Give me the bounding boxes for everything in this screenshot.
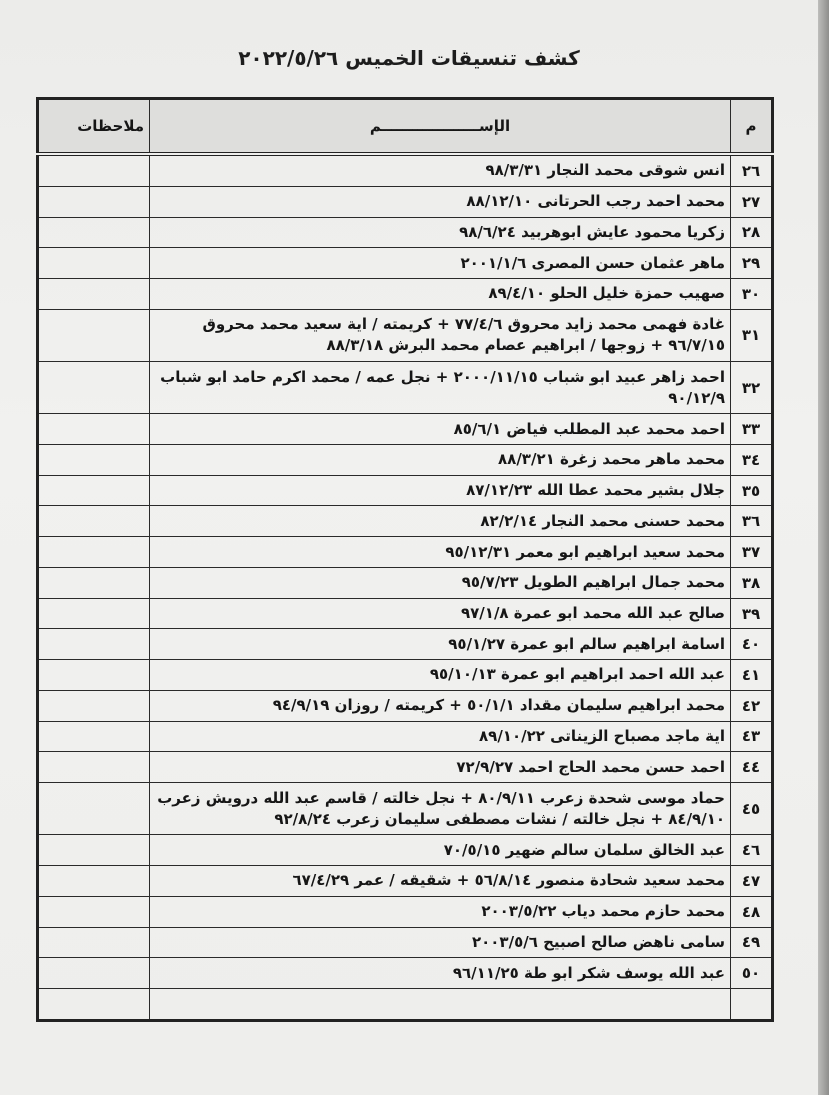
table-row — [38, 866, 773, 897]
row-name: سامى ناهض صالح اصبيح ٢٠٠٣/٥/٦ — [150, 927, 731, 958]
table-row — [38, 217, 773, 248]
row-number: ٤٦ — [731, 835, 773, 866]
table-row — [38, 835, 773, 866]
table-row — [38, 927, 773, 958]
row-notes — [38, 567, 150, 598]
table-row — [38, 690, 773, 721]
row-name: محمد سعيد شحادة منصور ٥٦/٨/١٤ + شقيقه / عمر ٦٧/٤/٢٩ — [150, 866, 731, 897]
row-notes — [38, 896, 150, 927]
row-notes — [38, 690, 150, 721]
header-num: م — [731, 99, 773, 155]
table-row — [38, 278, 773, 309]
table-row — [38, 958, 773, 989]
row-number: ٤٨ — [731, 896, 773, 927]
table-row-blank — [38, 989, 773, 1021]
row-number: ٤٢ — [731, 690, 773, 721]
row-number: ٣٣ — [731, 414, 773, 445]
row-name: انس شوقى محمد النجار ٩٨/٣/٣١ — [150, 154, 731, 186]
row-notes — [38, 186, 150, 217]
row-notes — [38, 506, 150, 537]
row-number: ٥٠ — [731, 958, 773, 989]
row-name: محمد احمد رجب الحرتانى ٨٨/١٢/١٠ — [150, 186, 731, 217]
row-number: ٣٠ — [731, 278, 773, 309]
row-name-blank — [150, 989, 731, 1021]
row-name: محمد حازم محمد دياب ٢٠٠٣/٥/٢٢ — [150, 896, 731, 927]
table-row — [38, 537, 773, 568]
row-name: محمد ماهر محمد زغرة ٨٨/٣/٢١ — [150, 444, 731, 475]
row-number: ٤٧ — [731, 866, 773, 897]
table-row — [38, 660, 773, 691]
row-name: احمد محمد عبد المطلب فياض ٨٥/٦/١ — [150, 414, 731, 445]
row-notes — [38, 537, 150, 568]
row-name: عبد الخالق سلمان سالم ضهير ٧٠/٥/١٥ — [150, 835, 731, 866]
row-number: ٢٦ — [731, 154, 773, 186]
table-row — [38, 361, 773, 413]
row-number: ٣٨ — [731, 567, 773, 598]
row-name: محمد حسنى محمد النجار ٨٢/٢/١٤ — [150, 506, 731, 537]
row-name: جلال بشير محمد عطا الله ٨٧/١٢/٢٣ — [150, 475, 731, 506]
row-name: صالح عبد الله محمد ابو عمرة ٩٧/١/٨ — [150, 598, 731, 629]
row-notes — [38, 783, 150, 835]
table-row — [38, 154, 773, 186]
table-header-row — [38, 99, 773, 155]
row-number: ٣٩ — [731, 598, 773, 629]
table-row — [38, 186, 773, 217]
row-name: عبد الله احمد ابراهيم ابو عمرة ٩٥/١٠/١٣ — [150, 660, 731, 691]
row-name: محمد سعيد ابراهيم ابو معمر ٩٥/١٢/٣١ — [150, 537, 731, 568]
row-name: عبد الله يوسف شكر ابو طة ٩٦/١١/٢٥ — [150, 958, 731, 989]
row-number: ٣٥ — [731, 475, 773, 506]
table-row — [38, 783, 773, 835]
row-number: ٣٦ — [731, 506, 773, 537]
table-row — [38, 752, 773, 783]
row-notes — [38, 958, 150, 989]
row-number: ٤٥ — [731, 783, 773, 835]
page-edge-shadow — [818, 0, 829, 1095]
row-number: ٤٣ — [731, 721, 773, 752]
row-number: ٤٩ — [731, 927, 773, 958]
table-row — [38, 721, 773, 752]
row-notes — [38, 866, 150, 897]
row-name: احمد زاهر عبيد ابو شباب ٢٠٠٠/١١/١٥ + نجل عمه / محمد اكرم حامد ابو شباب ٩٠/١٢/٩ — [150, 361, 731, 413]
page-title: كشف تنسيقات الخميس ٢٠٢٢/٥/٢٦ — [238, 46, 580, 70]
row-notes — [38, 444, 150, 475]
row-notes — [38, 154, 150, 186]
row-notes — [38, 309, 150, 361]
row-name: محمد ابراهيم سليمان مقداد ٥٠/١/١ + كريمته / روزان ٩٤/٩/١٩ — [150, 690, 731, 721]
header-name: الإســـــــــــــــــــم — [150, 99, 731, 155]
row-number: ٢٨ — [731, 217, 773, 248]
row-notes — [38, 927, 150, 958]
row-number: ٢٩ — [731, 248, 773, 279]
row-number: ٤١ — [731, 660, 773, 691]
row-notes — [38, 835, 150, 866]
table-row — [38, 629, 773, 660]
row-notes — [38, 361, 150, 413]
row-notes — [38, 475, 150, 506]
row-notes — [38, 248, 150, 279]
table-row — [38, 444, 773, 475]
row-notes — [38, 721, 150, 752]
row-notes — [38, 752, 150, 783]
header-notes: ملاحظات — [38, 99, 150, 155]
row-notes-blank — [38, 989, 150, 1021]
table-row — [38, 567, 773, 598]
row-name: غادة فهمى محمد زايد محروق ٧٧/٤/٦ + كريمته / اية سعيد محمد محروق ٩٦/٧/١٥ + زوجها / ابراهيم عصام محمد البرش ٨٨/٣/١٨ — [150, 309, 731, 361]
row-name: ماهر عثمان حسن المصرى ٢٠٠١/١/٦ — [150, 248, 731, 279]
row-name: محمد جمال ابراهيم الطويل ٩٥/٧/٢٣ — [150, 567, 731, 598]
row-name: زكريا محمود عايش ابوهربيد ٩٨/٦/٢٤ — [150, 217, 731, 248]
row-number: ٣١ — [731, 309, 773, 361]
table-row — [38, 414, 773, 445]
table-row — [38, 598, 773, 629]
row-number: ٤٤ — [731, 752, 773, 783]
row-number: ٤٠ — [731, 629, 773, 660]
table-row — [38, 506, 773, 537]
row-number: ٣٢ — [731, 361, 773, 413]
row-notes — [38, 217, 150, 248]
table-row — [38, 896, 773, 927]
row-number: ٣٤ — [731, 444, 773, 475]
row-notes — [38, 414, 150, 445]
row-notes — [38, 598, 150, 629]
row-name: حماد موسى شحدة زعرب ٨٠/٩/١١ + نجل خالته / قاسم عبد الله درويش زعرب ٨٤/٩/١٠ + نجل خالته / نشات مصطفى سليمان زعرب ٩٢/٨/٢٤ — [150, 783, 731, 835]
row-notes — [38, 278, 150, 309]
row-number: ٣٧ — [731, 537, 773, 568]
row-number-blank — [731, 989, 773, 1021]
table-row — [38, 309, 773, 361]
row-name: صهيب حمزة خليل الحلو ٨٩/٤/١٠ — [150, 278, 731, 309]
row-name: اسامة ابراهيم سالم ابو عمرة ٩٥/١/٢٧ — [150, 629, 731, 660]
table-row — [38, 248, 773, 279]
row-number: ٢٧ — [731, 186, 773, 217]
row-notes — [38, 660, 150, 691]
names-table — [36, 97, 774, 1022]
row-notes — [38, 629, 150, 660]
row-name: احمد حسن محمد الحاج احمد ٧٢/٩/٢٧ — [150, 752, 731, 783]
table-row — [38, 475, 773, 506]
row-name: اية ماجد مصباح الزيناتى ٨٩/١٠/٢٢ — [150, 721, 731, 752]
